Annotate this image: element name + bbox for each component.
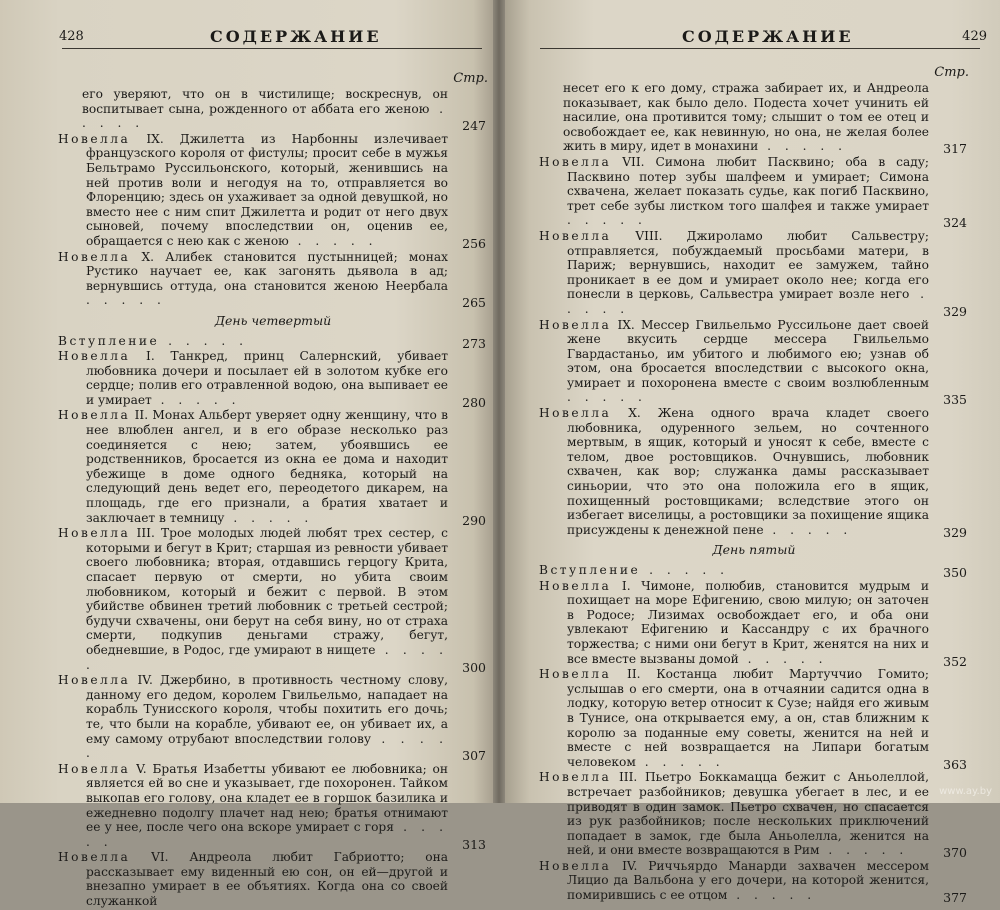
- entry-body: [539, 579, 929, 667]
- leader-dots: . . . . .: [86, 293, 166, 308]
- left-page: [0, 0, 493, 909]
- entry-page-number: 265: [462, 295, 486, 311]
- right-entries-group-2: [539, 563, 969, 906]
- entry-body: [539, 406, 929, 537]
- intro-entry: [58, 334, 488, 349]
- entry-text: X. Жена одного врача кладет своего любовника, одуренного зельем, но сочтенного мертвым, в ящик, который и уносят к себе, вместе с телом, двое ростовщиков. Очнувшись, любовник схвачен, как вор; служанка дамы рассказывает синьории, что это она положила его в ящик, похищенный ростовщиками; вследствие этого он избегает виселицы, а ростовщики за похищение ящика присуждены к денежной пене: [567, 406, 929, 537]
- entry-text: VI. Андреола любит Габриотто; она рассказывает ему виденный ею сон, он ей—другой и внезапно умирает в ее объятиях. Когда она со своей служанкой: [86, 850, 448, 909]
- entry-body: [58, 334, 448, 349]
- leader-dots: . . . . .: [635, 754, 725, 769]
- right-page-number: 429: [962, 29, 987, 44]
- book-gutter: [493, 0, 505, 803]
- novella-entry: [539, 406, 969, 540]
- novella-entry: [539, 318, 969, 406]
- left-header-rule: [62, 48, 482, 49]
- novella-entry: [539, 667, 969, 772]
- entry-text: I. Чимоне, полюбив, становится мудрым и похищает на море Ефигению, свою милую; он заточен в Родосе; Лизимах освобождает его, и оба они увлекают Ефигению и Кассандру с их брачного торжества; с ними они бегут в Крит, женятся на них и все вместе вызваны домой: [567, 578, 929, 666]
- entry-page-number: 300: [462, 659, 486, 675]
- leader-dots: . . . . .: [727, 888, 817, 903]
- novella-entry: [58, 526, 488, 675]
- entry-body: [58, 526, 448, 672]
- entry-text: IX. Мессер Гвильельмо Руссильоне дает своей жене вкусить сердце мессера Гвильельмо Гвардастаньо, им убитого и любимого ею; узнав об этом, она бросается впоследствии с высокого окна, умирает и похоронена вместе с своим возлюбленным: [567, 317, 929, 390]
- entry-body: [539, 229, 929, 317]
- left-entries-group-2: [58, 334, 488, 909]
- left-entries-group-1: [58, 87, 488, 311]
- left-contents: [58, 72, 488, 910]
- novella-entry: [539, 229, 969, 317]
- right-day-heading: День пятый: [712, 542, 796, 558]
- leader-dots: . . . . .: [567, 213, 647, 228]
- entry-body: [539, 81, 929, 154]
- entry-page-number: 329: [943, 303, 967, 319]
- entry-body: [539, 318, 929, 406]
- entry-text: X. Алибек становится пустынницей; монах Рустико научает ее, как загонять дьявола в ад; вернувшись оттуда, она становится женою Неербала: [86, 249, 448, 293]
- leader-dots: . . . . .: [738, 651, 828, 666]
- entry-text: III. Трое молодых людей любят трех сестер, с которыми и бегут в Крит; старшая из ревности убивает своего любовника; вторая, отдавшись герцогу Крита, спасает первую от смерти, но убита своим любовником, который и бежит с первой. В этом убийстве обвинен третий любовник с третьей сестрой; будучи схвачены, они берут на себя вину, но от страха смерти, подкупив деньгами стражу, бегут, обедневшие, в Родос, где умирают в нищете: [86, 526, 448, 657]
- entry-text: III. Пьетро Боккамацца бежит с Аньолеллой, встречает разбойников; девушка убегает в лес, и ее приводят в один замок. Пьетро схвачен, но спасается из рук разбойников; после нескольких приключений попадает в замок, где была Аньолелла, женится на ней, и они вместе возвращаются в Рим: [567, 770, 929, 858]
- leader-dots: . . . . .: [151, 392, 241, 407]
- entry-page-number: 335: [943, 392, 967, 408]
- entry-page-number: 280: [462, 394, 486, 410]
- entry-text: V. Братья Изабетты убивают ее любовника; он является ей во сне и указывает, где похоронен. Тайком выкопав его голову, она кладет ее в горшок базилика и ежедневно подолгу плачет над нею; братья отнимают ее у нее, после чего она вскоре умирает с горя: [86, 761, 448, 835]
- intro-entry: [539, 563, 969, 578]
- watermark: www.ay.by: [939, 786, 992, 797]
- leader-dots: . . . . .: [567, 390, 647, 405]
- entry-label: Новелла: [539, 154, 612, 169]
- right-page: [505, 0, 1000, 906]
- novella-entry: [58, 249, 488, 311]
- entry-page-number: 313: [462, 836, 486, 852]
- entry-label: Новелла: [58, 349, 131, 364]
- entry-label: Новелла: [539, 228, 612, 243]
- left-str-label: Стр.: [453, 71, 488, 86]
- continued-entry: [539, 81, 969, 157]
- entry-label: Новелла: [539, 858, 612, 873]
- novella-entry: [58, 762, 488, 850]
- entry-page-number: 290: [462, 512, 486, 528]
- entry-text: несет его к его дому, стража забирает их, и Андреола показывает, как было дело. Подеста хочет учинить ей насилие, она противится тому; слышит о том ее отец и освобождает ее, как невинную, но она, не желая более жить в миру, идет в монахини: [563, 81, 929, 154]
- novella-entry: [58, 349, 488, 410]
- leader-dots: . . . . .: [86, 731, 449, 761]
- entry-page-number: 329: [943, 524, 967, 540]
- entry-text: II. Монах Альберт уверяет одну женщину, что в нее влюблен ангел, и в его образе несколько раз соединяется с нею; затем, убоявшись ее родственников, бросается из окна ее дома и находит убежище в доме одного бедняка, который на следующий день ведет его, переодетого дикарем, на площадь, где его признали, а братия хватает и заключает в темницу: [86, 408, 448, 525]
- left-header-title: СОДЕРЖАНИЕ: [210, 27, 382, 46]
- novella-entry: [58, 132, 488, 249]
- right-entries-group-1: [539, 81, 969, 540]
- entry-text: IV. Риччьярдо Манарди захвачен мессером Лицио да Вальбона у его дочери, на которой женится, помирившись с ее отцом: [567, 858, 929, 903]
- entry-page-number: 352: [943, 653, 967, 669]
- entry-page-number: 377: [943, 890, 967, 906]
- entry-text: IV. Джербино, в противность честному слову, данному его дедом, королем Гвильельмо, нападает на корабль Тунисского короля, чтобы похитить его дочь; те, что были на корабле, убивают ее, он убивает их, а ему самому отрубают впоследствии голову: [86, 673, 448, 746]
- entry-text: I. Танкред, принц Салернский, убивает любовника дочери и посылает ей в золотом кубке его сердце; полив его отравленной водою, она выпивает ее и умирает: [86, 349, 448, 407]
- novella-entry: [539, 154, 969, 231]
- entry-label: Новелла: [539, 406, 612, 421]
- entry-label: Новелла: [58, 526, 131, 541]
- entry-label: Новелла: [58, 673, 131, 688]
- entry-body: [58, 850, 448, 908]
- novella-entry: [58, 850, 488, 908]
- entry-page-number: 256: [462, 235, 486, 251]
- entry-label: Новелла: [58, 850, 131, 865]
- entry-body: [58, 250, 448, 308]
- novella-entry: [58, 408, 488, 528]
- entry-body: [58, 349, 448, 407]
- entry-page-number: 363: [943, 756, 967, 772]
- entry-text: IX. Джилетта из Нарбонны излечивает французского короля от фистулы; просит себе в мужья Бельтрамо Руссильонского, который, женившись на ней против воли и негодуя на то, отправляется во Флоренцию; здесь он ухаживает за одной девушкой, но вместо нее с ним спит Джилетта и родит от него двух сыновей, почему впоследствии он, оценив ее, обращается с нею как с женою: [86, 131, 448, 248]
- entry-body: [58, 673, 448, 761]
- entry-body: [58, 762, 448, 850]
- right-header-title: СОДЕРЖАНИЕ: [682, 27, 854, 46]
- leader-dots: . . . . .: [763, 522, 853, 537]
- leader-dots: . . . . .: [640, 563, 729, 577]
- entry-body: [539, 667, 929, 769]
- entry-body: [58, 408, 448, 525]
- entry-page-number: 324: [943, 215, 967, 231]
- leader-dots: . . . . .: [159, 333, 248, 348]
- entry-label: Новелла: [58, 249, 131, 264]
- entry-label: Новелла: [539, 317, 612, 332]
- entry-text: VIII. Джироламо любит Сальвестру; отправляется, побуждаемый просьбами матери, в Париж; вернувшись, находит ее замужем, тайно проникает в ее дом и умирает около нее; когда его понесли в церковь, Сальвестра умирает возле него: [567, 228, 929, 302]
- entry-page-number: 317: [943, 141, 967, 157]
- entry-body: [539, 563, 929, 578]
- left-page-number: 428: [59, 29, 84, 44]
- entry-label: Новелла: [58, 761, 131, 776]
- entry-text: VII. Симона любит Пасквино; оба в саду; Пасквино потер зубы шалфеем и умирает; Симона схвачена, желает показать судье, как погиб Пасквино, трет себе зубы листком того шалфея и также умирает: [567, 154, 929, 213]
- leader-dots: . . . . .: [288, 233, 378, 248]
- novella-entry: [58, 673, 488, 764]
- leader-dots: . . . . .: [82, 101, 448, 131]
- entry-label: Новелла: [539, 667, 612, 682]
- left-day-heading: День четвертый: [214, 312, 332, 328]
- entry-body: [58, 132, 448, 249]
- novella-entry: [539, 858, 969, 906]
- entry-page-number: 370: [943, 845, 967, 861]
- entry-page-number: 350: [943, 565, 967, 580]
- right-str-label: Стр.: [934, 65, 969, 80]
- leader-dots: . . . . .: [819, 843, 909, 858]
- continued-entry: [58, 87, 488, 134]
- novella-entry: [539, 579, 969, 667]
- entry-page-number: 273: [462, 335, 486, 351]
- entry-label: Новелла: [539, 578, 612, 593]
- entry-body: [58, 87, 448, 131]
- entry-label: Новелла: [58, 131, 131, 146]
- entry-text: II. Костанца любит Мартуччио Гомито; услышав о его смерти, она в отчаянии садится одна в лодку, которую ветер относит к Сузе; найдя его живым в Тунисе, она открывается ему, а он, став ближним к королю за поданные ему советы, женится на ней и вместе с ней возвращается на Липари богатым человеком: [567, 667, 929, 769]
- entry-label: Новелла: [58, 408, 131, 423]
- entry-label: Вступление: [58, 333, 160, 348]
- entry-body: [539, 770, 929, 858]
- entry-label: Вступление: [539, 563, 641, 577]
- leader-dots: . . . . .: [86, 642, 448, 672]
- leader-dots: . . . . .: [224, 510, 314, 525]
- entry-body: [539, 859, 929, 903]
- leader-dots: . . . . .: [567, 287, 930, 316]
- entry-page-number: 307: [462, 748, 486, 764]
- entry-page-number: 247: [462, 118, 486, 134]
- right-header-rule: [540, 48, 980, 49]
- novella-entry: [539, 770, 969, 861]
- right-contents: [539, 66, 969, 904]
- entry-text: его уверяют, что он в чистилище; воскреснув, он воспитывает сына, рожденного от аббата его женою: [82, 87, 448, 116]
- entry-body: [539, 155, 929, 228]
- leader-dots: . . . . .: [86, 820, 449, 849]
- leader-dots: . . . . .: [758, 139, 848, 154]
- entry-label: Новелла: [539, 770, 612, 785]
